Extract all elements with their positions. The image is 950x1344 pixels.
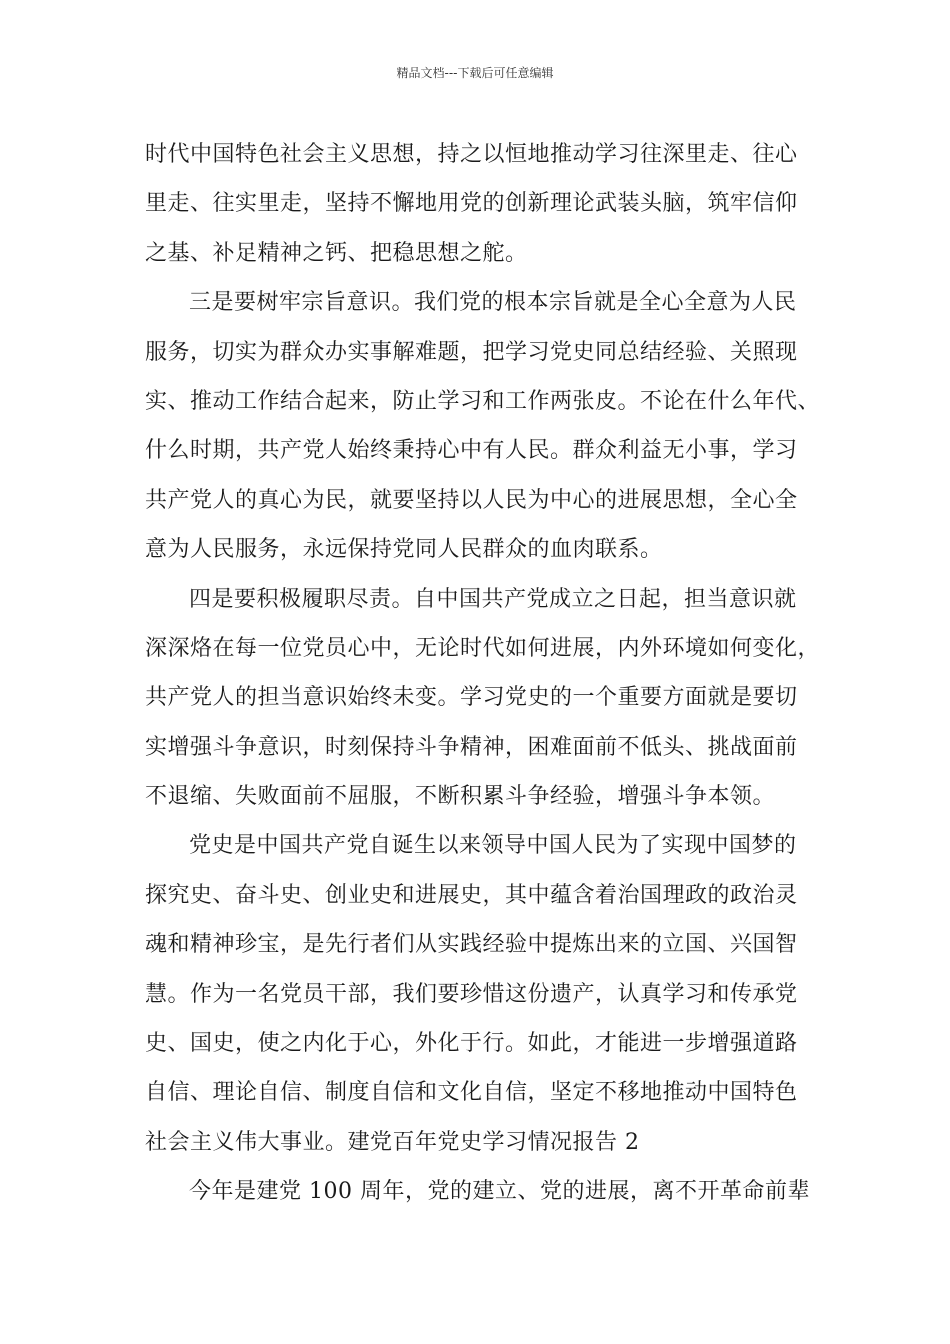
text-line: 里走、往实里走，坚持不懈地用党的创新理论武装头脑，筑牢信仰 — [145, 191, 798, 217]
text-line: 意为人民服务，永远保持党同人民群众的血肉联系。 — [145, 537, 663, 563]
text-line: 实、推动工作结合起来，防止学习和工作两张皮。不论在什么年代、 — [145, 388, 821, 414]
text-line: 史、国史，使之内化于心，外化于行。如此，才能进一步增强道路 — [145, 1031, 798, 1057]
text-line: 共产党人的担当意识始终未变。学习党史的一个重要方面就是要切 — [145, 685, 798, 711]
text-line: 共产党人的真心为民，就要坚持以人民为中心的进展思想，全心全 — [145, 487, 798, 513]
text-line: 实增强斗争意识，时刻保持斗争精神，困难面前不低头、挑战面前 — [145, 734, 798, 760]
text-line: 党史是中国共产党自诞生以来领导中国人民为了实现中国梦的 — [189, 833, 797, 859]
text-line: 四是要积极履职尽责。自中国共产党成立之日起，担当意识就 — [189, 586, 797, 612]
page-header: 精品文档---下载后可任意编辑 — [396, 66, 554, 80]
text-line: 探究史、奋斗史、创业史和进展史，其中蕴含着治国理政的政治灵 — [145, 882, 798, 908]
text-line: 深深烙在每一位党员心中，无论时代如何进展，内外环境如何变化， — [145, 635, 821, 661]
text-line: 不退缩、失败面前不屈服，不断积累斗争经验，增强斗争本领。 — [145, 784, 776, 810]
text-line: 时代中国特色社会主义思想，持之以恒地推动学习往深里走、往心 — [145, 142, 798, 167]
text-line: 自信、理论自信、制度自信和文化自信，坚定不移地推动中国特色 — [145, 1080, 798, 1106]
text-line: 慧。作为一名党员干部，我们要珍惜这份遗产，认真学习和传承党 — [145, 981, 798, 1007]
text-line: 社会主义伟大事业。建党百年党史学习情况报告 2 — [145, 1129, 640, 1155]
text-line: 之基、补足精神之钙、把稳思想之舵。 — [145, 240, 528, 266]
body-text — [145, 130, 821, 1217]
text-line: 服务，切实为群众办实事解难题，把学习党史同总结经验、关照现 — [145, 339, 798, 365]
text-line: 三是要树牢宗旨意识。我们党的根本宗旨就是全心全意为人民 — [189, 290, 797, 316]
text-line: 今年是建党 100 周年，党的建立、党的进展，离不开革命前辈 — [189, 1179, 810, 1205]
text-line: 什么时期，共产党人始终秉持心中有人民。群众利益无小事，学习 — [145, 438, 798, 464]
text-line: 魂和精神珍宝，是先行者们从实践经验中提炼出来的立国、兴国智 — [145, 932, 798, 958]
